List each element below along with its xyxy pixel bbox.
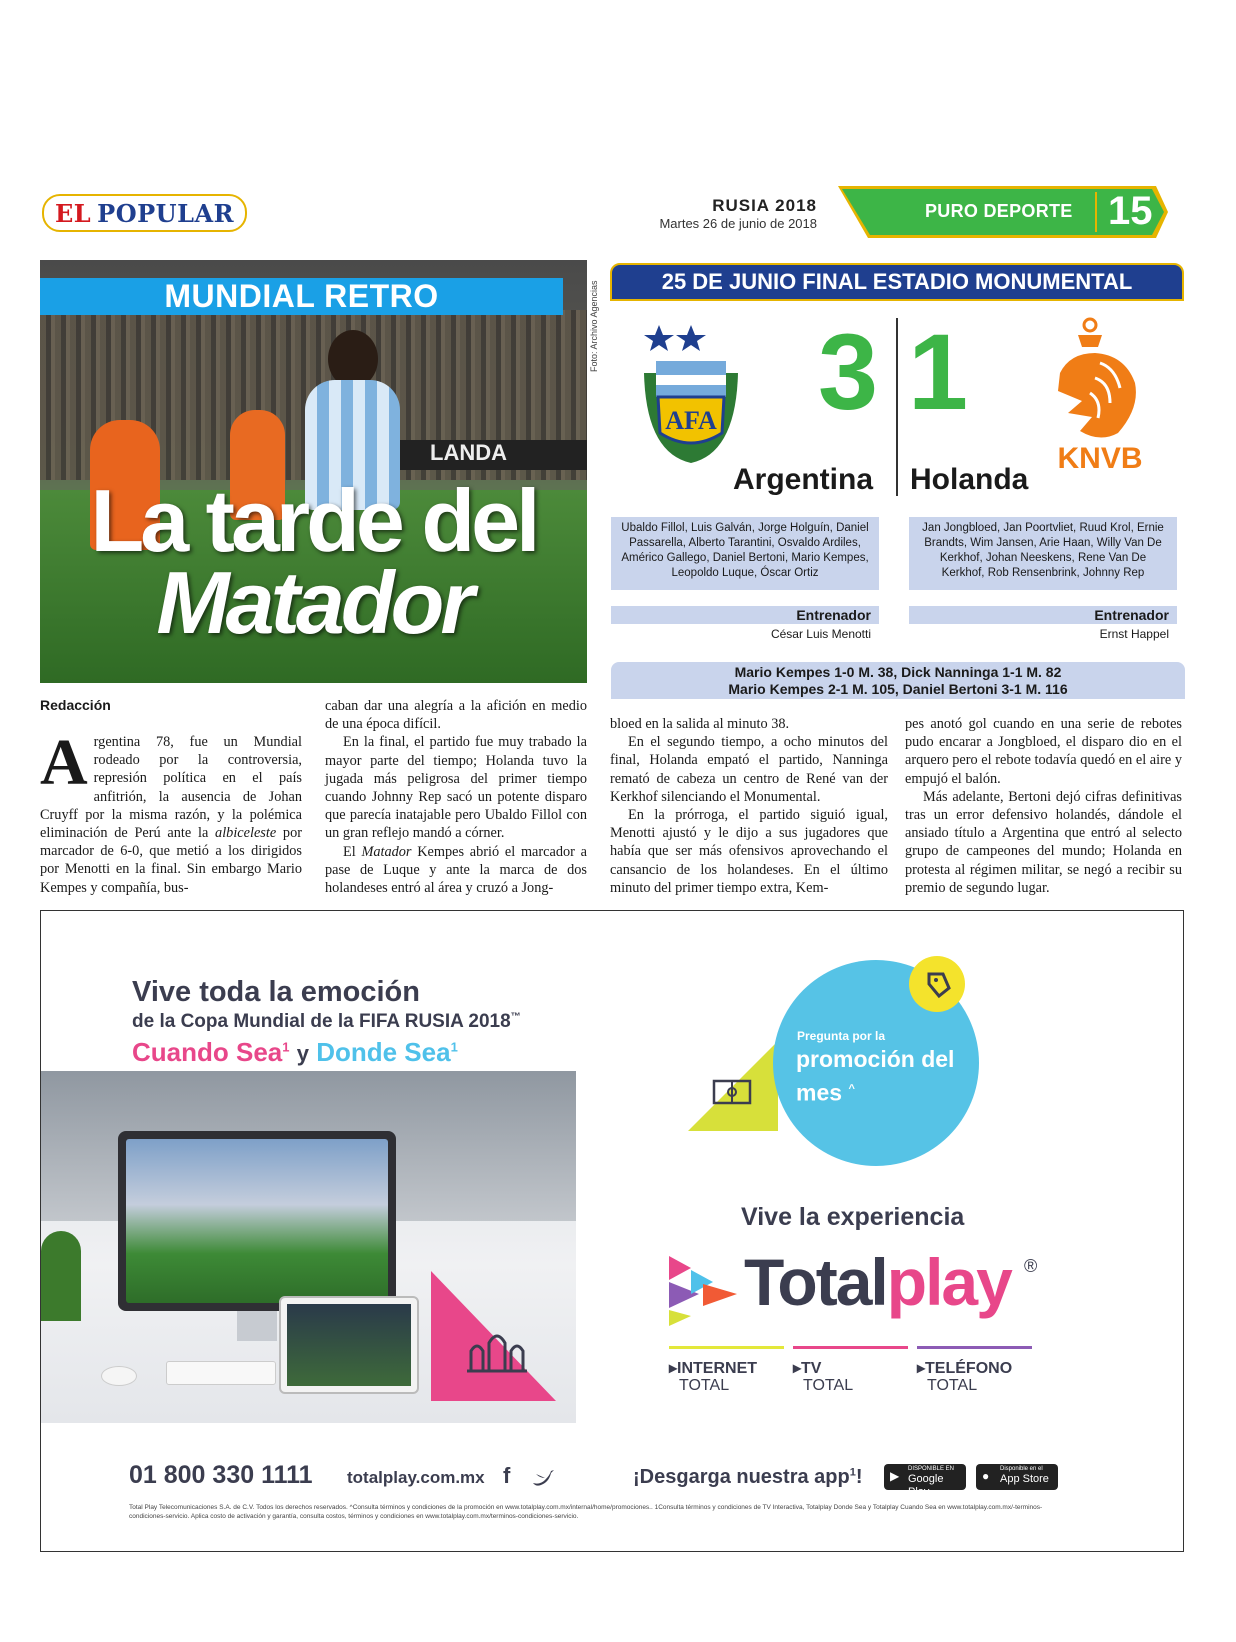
service-line	[669, 1346, 784, 1349]
home-coach-label: Entrenador	[611, 606, 879, 624]
article-paragraph: Más adelante, Bertoni dejó cifras definitivas tras un error defensivo holandés, dándole el ansiado título a Argentina que entró al selecto grupo de campeones del mundo; Holanda en protesta al régimen militar, se negó a recibir su premio de segundo lugar.	[905, 788, 1182, 896]
article-paragraph: caban dar una alegría a la afición en medio de una época difícil.	[325, 698, 587, 733]
goal-summary	[611, 662, 1185, 699]
match-header: 25 DE JUNIO FINAL ESTADIO MONUMENTAL	[610, 263, 1184, 301]
headline-line2: Matador	[156, 553, 471, 652]
service-name: ▸INTERNET	[669, 1360, 758, 1377]
score-divider	[896, 318, 898, 496]
afa-crest-text: AFA	[665, 406, 717, 435]
service-internet[interactable]	[669, 1346, 784, 1394]
service-sub: TOTAL	[803, 1377, 854, 1394]
service-line	[917, 1346, 1032, 1349]
article-text: rgentina 78, fue un Mundial rodeado por la controversia, represión política en el país anfitrión, la ausencia de Johan Cruyff por la misma razón, y la polémica eliminación de Perú ante la	[40, 734, 302, 842]
home-lineup: Ubaldo Fillol, Luis Galván, Jorge Holguín, Daniel Passarella, Alberto Tarantini, Osvaldo Ardiles, Américo Gallego, Daniel Bertoni, Mario Kempes, Leopoldo Luque, Óscar Ortiz	[611, 517, 879, 590]
facebook-icon[interactable]: f	[503, 1463, 511, 1488]
download-end: !	[855, 1466, 863, 1488]
keyboard	[166, 1361, 276, 1385]
google-play-icon: ▶	[890, 1469, 900, 1483]
goal-line-1: Mario Kempes 1-0 M. 38, Dick Nanninga 1-1 M. 82	[734, 664, 1062, 680]
google-badge-top: DISPONIBLE EN	[908, 1466, 955, 1472]
ad-phone-number[interactable]: 01 800 330 1111	[129, 1461, 313, 1489]
service-sub: TOTAL	[927, 1377, 978, 1394]
trademark: ™	[510, 1011, 521, 1023]
totalplay-advertisement[interactable]	[40, 910, 1184, 1552]
kremlin-icon	[431, 1271, 556, 1401]
page-number: 15	[1108, 189, 1153, 233]
home-team-name: Argentina	[733, 463, 874, 496]
monitor-stand	[237, 1311, 277, 1341]
tagline-y: y	[296, 1041, 309, 1066]
knvb-lion-icon	[1040, 313, 1160, 473]
service-line	[793, 1346, 908, 1349]
mouse	[101, 1366, 137, 1386]
totalplay-wordmark[interactable]	[744, 1244, 1011, 1320]
ad-subheadline-text: de la Copa Mundial de la FIFA RUSIA 2018	[132, 1011, 511, 1032]
stadium-board: LANDA	[380, 440, 587, 470]
totalplay-logo-icon	[669, 1256, 739, 1326]
ad-website[interactable]: totalplay.com.mx	[347, 1468, 485, 1487]
article-column-2	[325, 697, 587, 897]
download-sup: 1	[849, 1466, 856, 1479]
promo-big-text	[796, 1044, 966, 1108]
article-paragraph	[40, 726, 302, 897]
brand-total: Total	[744, 1245, 887, 1319]
service-name: ▸TELÉFONO	[917, 1360, 1013, 1377]
app-store-badge[interactable]	[976, 1464, 1058, 1490]
article-emphasis: Matador	[361, 843, 412, 860]
photo-credit: Foto: Archivo Agencias	[589, 280, 599, 372]
headline-line1: La tarde del	[90, 471, 537, 570]
ad-tagline	[132, 1037, 458, 1068]
article-column-1	[40, 726, 302, 897]
edition-title: RUSIA 2018	[712, 196, 817, 215]
article-text: por marcador de 6-0, que metió a los dirigidos por Menotti en la final. Sin embargo Mario Kempes y compañía, bus-	[40, 825, 302, 896]
article-column-3	[610, 715, 888, 897]
monitor	[118, 1131, 396, 1311]
ad-subheadline	[132, 1011, 521, 1033]
apple-icon: ●	[982, 1469, 990, 1483]
afa-crest-icon	[634, 313, 749, 473]
logo-popular: POPULAR	[97, 198, 235, 228]
goal-line-2: Mario Kempes 2-1 M. 105, Daniel Bertoni 3-1 M. 116	[728, 681, 1068, 697]
away-team-name: Holanda	[910, 463, 1029, 496]
service-sub: TOTAL	[679, 1377, 730, 1394]
service-name: ▸TV	[793, 1360, 822, 1377]
logo-el: EL	[54, 198, 92, 228]
ad-legal-text: Total Play Telecomunicaciones S.A. de C.V. Todos los derechos reservados. ^Consulta términos y condiciones de la promoción en www.totalplay.com.mx/internal/home/promociones.. 1Consulta términos y condiciones de TV Interactiva, Totalplay Donde Sea y Totalplay Cuando Sea en www.totalplay.com.mx/-terminos-condiciones-servicio. Aplica costo de activación y garantía, consulta costos, términos y condiciones en www.totalplay.com.mx/terminos-condiciones-servicio.	[129, 1504, 1043, 1520]
byline: Redacción	[40, 697, 111, 713]
app-download-text	[633, 1466, 863, 1489]
article-paragraph: En la final, el partido fue muy trabado la mayor parte del tiempo; Holanda tuvo la jugada más peligrosa del primer tiempo cuando Johnny Rep sacó un potente disparo que parecía inatajable pero Ubaldo Fillol con un gran reflejo mandó a córner.	[325, 734, 587, 842]
edition-info	[595, 196, 817, 231]
brand-play: play	[886, 1245, 1011, 1319]
headline	[40, 471, 587, 652]
away-coach-name: Ernst Happel	[1099, 627, 1169, 641]
tag-icon	[909, 956, 965, 1012]
article-paragraph	[325, 843, 587, 898]
tagline-cuando: Cuando Sea	[132, 1037, 283, 1067]
apple-badge-name: App Store	[1000, 1473, 1049, 1485]
tagline-donde: Donde Sea	[316, 1037, 451, 1067]
registered-mark: ®	[1024, 1256, 1038, 1276]
article-paragraph: En el segundo tiempo, a ocho minutos del final, Holanda empató el partido, Nanninga remató de cabeza un centro de René van der Kerkhof silenciando el Monumental.	[610, 734, 888, 805]
twitter-icon[interactable]	[531, 1468, 555, 1488]
article-text: El	[343, 843, 362, 860]
apple-badge-top: Disponible en el	[1000, 1466, 1043, 1472]
dropcap: A	[40, 726, 88, 799]
monitor-screen	[126, 1139, 388, 1303]
article-paragraph: pes anotó gol cuando en una serie de rebotes pudo encarar a Jongbloed, el disparo dio en el arquero pero el rebote todavía quedó en el aire y empujó el balón.	[905, 716, 1182, 787]
download-label: ¡Desgarga nuestra app	[633, 1466, 850, 1488]
article-paragraph: En la prórroga, el partido siguió igual, Menotti ajustó y le dijo a sus jugadores que había que ser más ofensivos aprovechando el cansancio de los holandeses. En el último minuto del primer tiempo extra, Kem-	[610, 807, 888, 896]
service-tv[interactable]	[793, 1346, 908, 1394]
tablet	[279, 1296, 419, 1394]
away-coach-label: Entrenador	[909, 606, 1177, 624]
ad-device-scene	[41, 1071, 576, 1423]
tablet-screen	[287, 1304, 411, 1386]
article-emphasis: albiceleste	[215, 825, 277, 842]
service-telefono[interactable]	[917, 1346, 1032, 1394]
google-badge-name: Google Play	[908, 1473, 944, 1498]
tagline-sup: 1	[282, 1039, 290, 1055]
away-score: 1	[908, 311, 969, 432]
promo-small-text: Pregunta por la	[797, 1029, 886, 1043]
promo-big-label: promoción del mes	[796, 1046, 955, 1106]
article-column-4	[905, 715, 1182, 897]
hero-label: MUNDIAL RETRO	[40, 278, 563, 315]
away-lineup: Jan Jongbloed, Jan Poortvliet, Ruud Krol, Ernie Brandts, Wim Jansen, Arie Haan, Willy Van De Kerkhof, Johan Neeskens, Rene Van De Kerkhof, Rob Rensenbrink, Johnny Rep	[909, 517, 1177, 590]
home-coach-name: César Luis Menotti	[770, 627, 871, 641]
pitch-icon	[688, 1041, 778, 1131]
article-text: Kempes abrió el marcador a pase de Luque y ante la marca de dos holandeses entró al área y cruzó a Jong-	[325, 843, 587, 897]
home-score: 3	[818, 311, 879, 432]
knvb-crest-text: KNVB	[1057, 442, 1143, 473]
section-name: PURO DEPORTE	[925, 201, 1073, 221]
article-paragraph: bloed en la salida al minuto 38.	[610, 716, 790, 732]
ad-headline: Vive toda la emoción	[132, 976, 420, 1008]
promo-sup: ^	[848, 1083, 855, 1095]
plant	[41, 1231, 81, 1321]
ad-experience-title: Vive la experiencia	[741, 1203, 965, 1231]
edition-date: Martes 26 de junio de 2018	[659, 216, 817, 231]
google-play-badge[interactable]	[884, 1464, 966, 1498]
tagline-sup: 1	[450, 1039, 458, 1055]
newspaper-logo[interactable]	[42, 194, 247, 232]
